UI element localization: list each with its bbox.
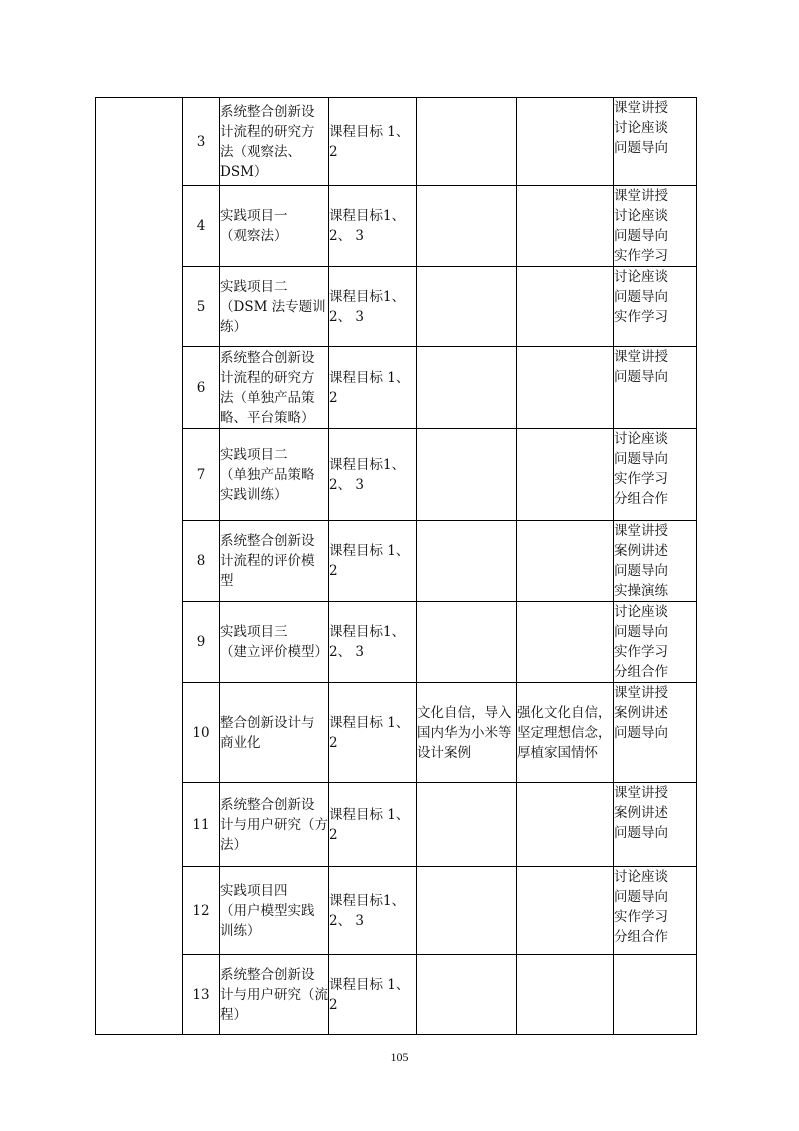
table-row: [96, 955, 697, 1035]
table-row: [96, 98, 697, 186]
expected-effect-cell: [517, 186, 614, 267]
teaching-method-cell: 课堂讲授 讨论座谈 问题导向 实作学习: [614, 186, 697, 267]
topic-cell: 实践项目一 （观察法）: [220, 186, 329, 267]
ideology-element-cell: [417, 186, 517, 267]
table-row: [96, 683, 697, 783]
course-goal-cell: 课程目标1、2、 3: [329, 602, 417, 683]
ideology-element-cell: [417, 521, 517, 602]
expected-effect-cell: [517, 98, 614, 186]
expected-effect-cell: [517, 347, 614, 429]
expected-effect-cell: [517, 267, 614, 347]
topic-cell: 实践项目二 （单独产品策略 实践训练）: [220, 429, 329, 521]
course-goal-cell: 课程目标 1、2: [329, 683, 417, 783]
session-number-cell: 5: [183, 267, 220, 347]
session-number-cell: 12: [183, 867, 220, 955]
page-number: 105: [390, 1050, 409, 1064]
ideology-element-cell: [417, 602, 517, 683]
table-row: [96, 783, 697, 867]
course-goal-cell: 课程目标 1、2: [329, 955, 417, 1035]
session-number-cell: 4: [183, 186, 220, 267]
session-number-cell: 3: [183, 98, 220, 186]
ideology-element-cell: [417, 955, 517, 1035]
ideology-element-cell: [417, 98, 517, 186]
teaching-method-cell: 讨论座谈 问题导向 实作学习 分组合作: [614, 867, 697, 955]
table-body: [96, 98, 697, 1035]
session-number-cell: 11: [183, 783, 220, 867]
session-number-cell: 10: [183, 683, 220, 783]
table-row: [96, 267, 697, 347]
ideology-element-cell: 文化自信，导入 国内华为小米等 设计案例: [417, 683, 517, 783]
merged-chapter-cell: [96, 98, 183, 1035]
course-goal-cell: 课程目标 1、2: [329, 98, 417, 186]
topic-cell: 实践项目四 （用户模型实践 训练）: [220, 867, 329, 955]
course-goal-cell: 课程目标1、2、 3: [329, 429, 417, 521]
course-goal-cell: 课程目标1、2、 3: [329, 867, 417, 955]
topic-cell: 实践项目二 （DSM 法专题训 练）: [220, 267, 329, 347]
course-goal-cell: 课程目标 1、2: [329, 521, 417, 602]
course-goal-cell: 课程目标 1、2: [329, 783, 417, 867]
expected-effect-cell: [517, 867, 614, 955]
table-row: [96, 521, 697, 602]
course-goal-cell: 课程目标1、2、 3: [329, 267, 417, 347]
teaching-method-cell: 讨论座谈 问题导向 实作学习 分组合作: [614, 602, 697, 683]
teaching-method-cell: 课堂讲授 案例讲述 问题导向: [614, 783, 697, 867]
ideology-element-cell: [417, 429, 517, 521]
ideology-element-cell: [417, 867, 517, 955]
session-number-cell: 8: [183, 521, 220, 602]
topic-cell: 系统整合创新设 计流程的评价模 型: [220, 521, 329, 602]
course-goal-cell: 课程目标1、2、 3: [329, 186, 417, 267]
session-number-cell: 9: [183, 602, 220, 683]
teaching-method-cell: 课堂讲授 问题导向: [614, 347, 697, 429]
ideology-element-cell: [417, 347, 517, 429]
expected-effect-cell: 强化文化自信， 坚定理想信念， 厚植家国情怀: [517, 683, 614, 783]
teaching-method-cell: 讨论座谈 问题导向 实作学习: [614, 267, 697, 347]
teaching-method-cell: [614, 955, 697, 1035]
teaching-method-cell: 课堂讲授 案例讲述 问题导向 实操演练: [614, 521, 697, 602]
course-schedule-table: [95, 97, 697, 1035]
table-row: [96, 867, 697, 955]
course-goal-cell: 课程目标 1、2: [329, 347, 417, 429]
teaching-method-cell: 讨论座谈 问题导向 实作学习 分组合作: [614, 429, 697, 521]
teaching-method-cell: 课堂讲授 案例讲述 问题导向: [614, 683, 697, 783]
topic-cell: 系统整合创新设 计流程的研究方 法（观察法、 DSM）: [220, 98, 329, 186]
session-number-cell: 13: [183, 955, 220, 1035]
topic-cell: 系统整合创新设 计与用户研究（方 法）: [220, 783, 329, 867]
topic-cell: 系统整合创新设 计与用户研究（流 程）: [220, 955, 329, 1035]
expected-effect-cell: [517, 429, 614, 521]
expected-effect-cell: [517, 955, 614, 1035]
table-row: [96, 347, 697, 429]
topic-cell: 实践项目三 （建立评价模型）: [220, 602, 329, 683]
ideology-element-cell: [417, 783, 517, 867]
session-number-cell: 6: [183, 347, 220, 429]
session-number-cell: 7: [183, 429, 220, 521]
table-row: [96, 602, 697, 683]
table-row: [96, 186, 697, 267]
expected-effect-cell: [517, 602, 614, 683]
topic-cell: 整合创新设计与 商业化: [220, 683, 329, 783]
table-row: [96, 429, 697, 521]
topic-cell: 系统整合创新设 计流程的研究方 法（单独产品策 略、平台策略）: [220, 347, 329, 429]
ideology-element-cell: [417, 267, 517, 347]
expected-effect-cell: [517, 783, 614, 867]
teaching-method-cell: 课堂讲授 讨论座谈 问题导向: [614, 98, 697, 186]
expected-effect-cell: [517, 521, 614, 602]
